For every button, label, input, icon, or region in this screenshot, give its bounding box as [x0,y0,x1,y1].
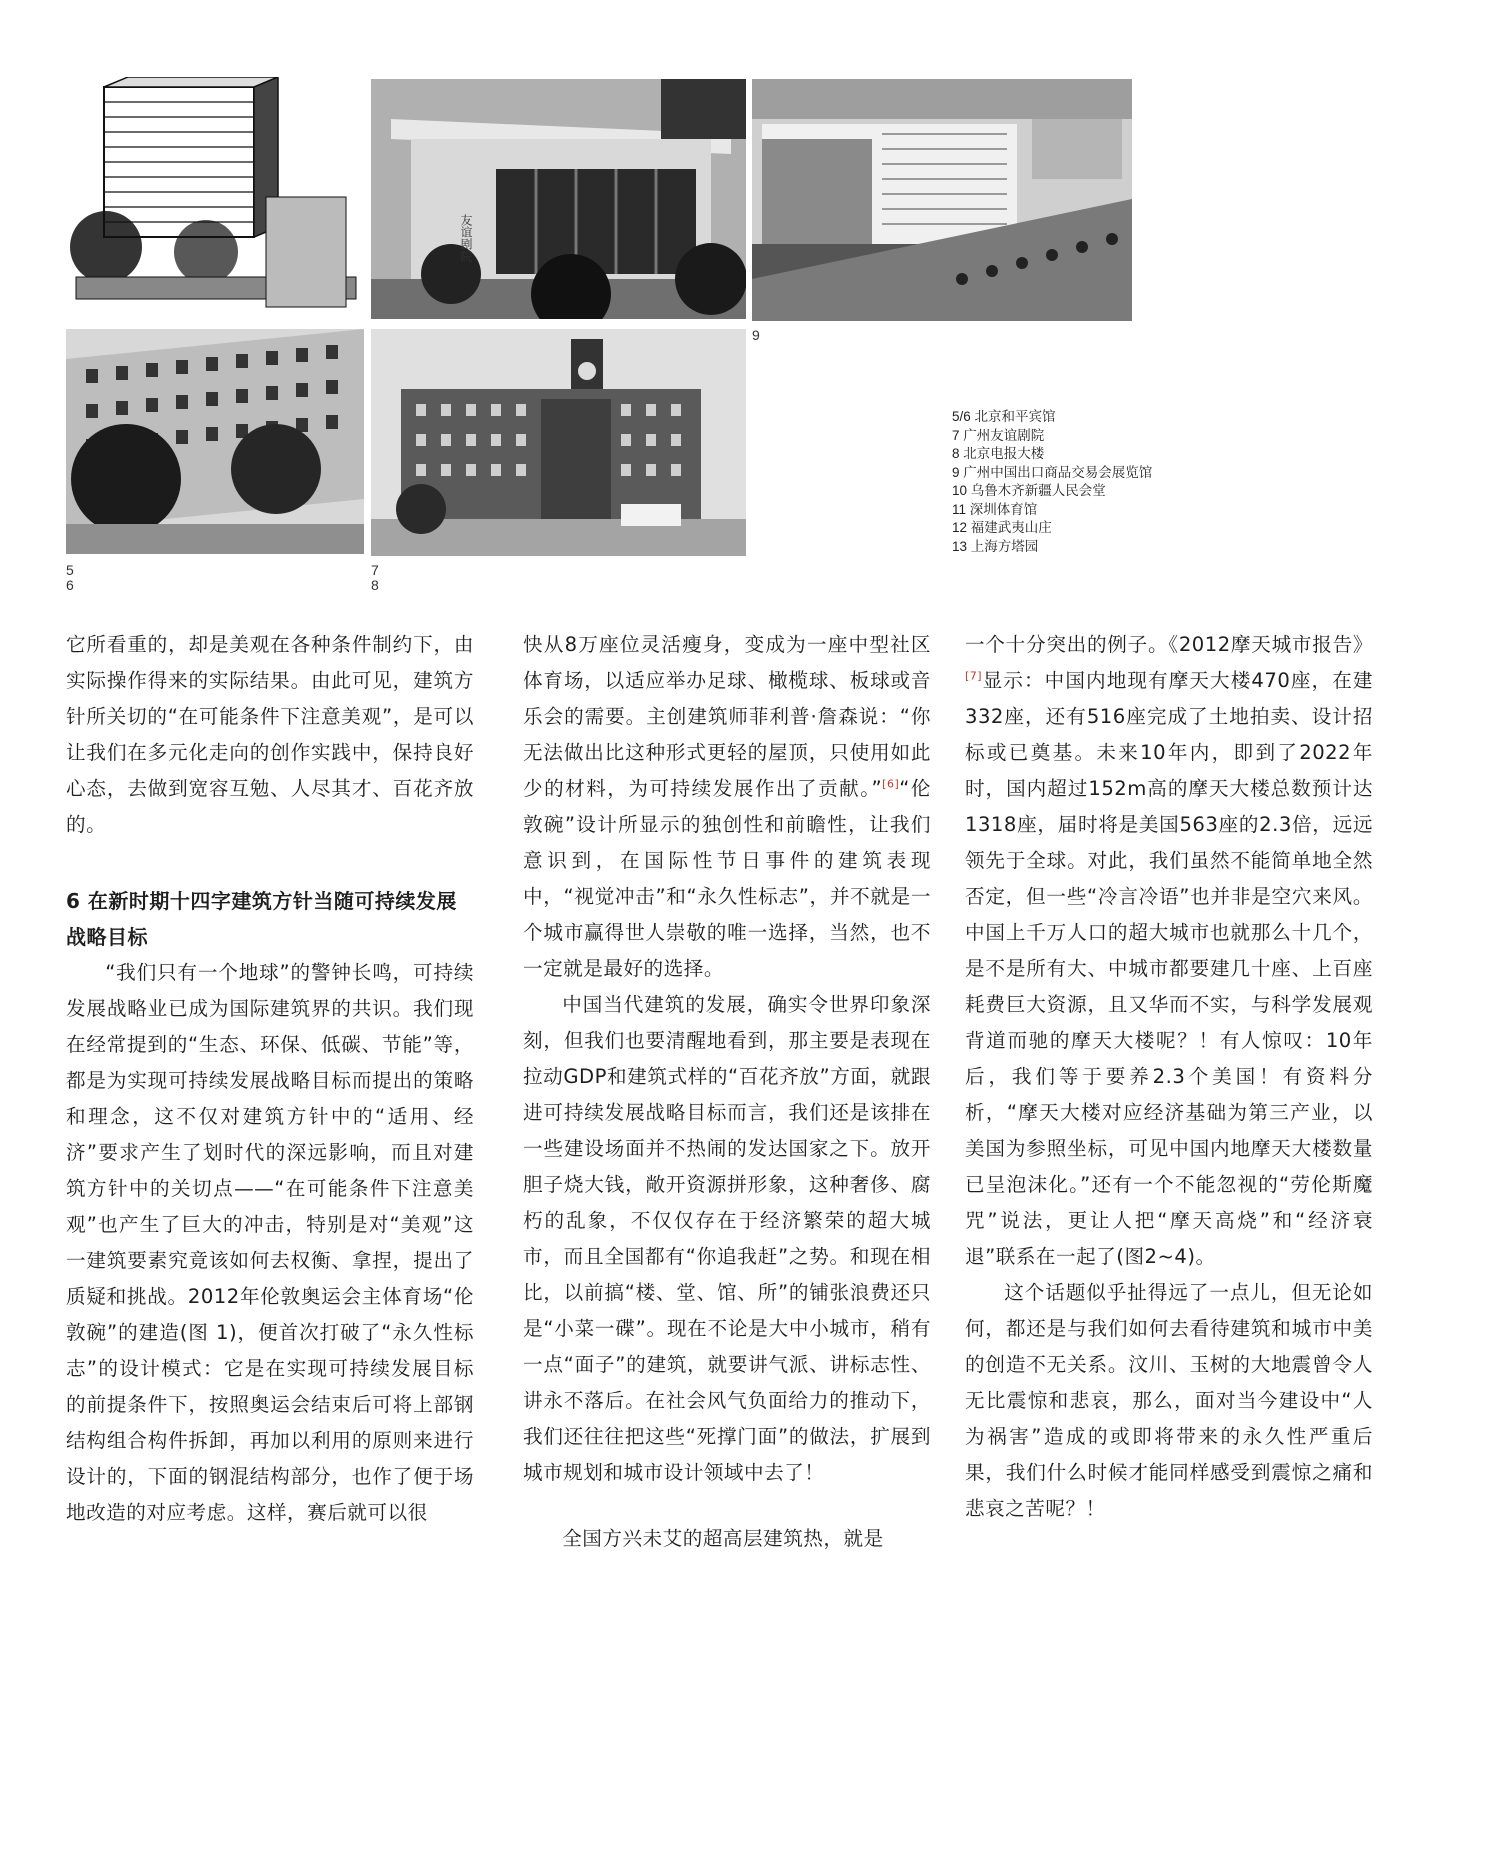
text-column-1 [66,627,474,1531]
caption-item: 8 北京电报大楼 [952,446,1045,461]
paragraph: 全国方兴未艾的超高层建筑热，就是 [562,1527,884,1550]
paragraph [965,627,1373,1275]
figure-9-exhibition-hall-photo [752,79,1132,321]
paragraph: “我们只有一个地球”的警钟长鸣，可持续发展战略业已成为国际建筑界的共识。我们现在经常提到的“生态、环保、低碳、节能”等，都是为实现可持续发展战略目标而提出的策略和理念，这不仅对建筑方针中的“适用、经济”要求产生了划时代的深远影响，而且对建筑方针中的关切点——“在可能条件下注意美观”也产生了巨大的冲击，特别是对“美观”这一建筑要素究竟该如何去权衡、拿捏，提出了质疑和挑战。2012年伦敦奥运会主体育场“伦敦碗”的建造(图 1)，便首次打破了“永久性标志”的设计模式：它是在实现可持续发展目标的前提条件下，按照奥运会结束后可将上部钢结构组合构件拆卸，再加以利用的原则来进行设计的，下面的钢混结构部分，也作了便于场地改造的对应考虑。这样，赛后就可以很 [66,961,474,1524]
caption-item: 11 深圳体育馆 [952,501,1038,517]
reference-7[interactable]: [7] [965,669,983,683]
caption-item: 10 乌鲁木齐新疆人民会堂 [952,483,1106,498]
figure-6-hotel-photo [66,329,364,554]
caption-item: 9 广州中国出口商品交易会展览馆 [952,464,1153,480]
paragraph: 这个话题似乎扯得远了一点儿，但无论如何，都还是与我们如何去看待建筑和城市中美的创造不无关系。汶川、玉树的大地震曾令人无比震惊和悲哀，那么，面对当今建设中“人为祸害”造成的或即将带来的永久性严重后果，我们什么时候才能同样感受到震惊之痛和悲哀之苦呢？！ [965,1281,1373,1520]
text-column-2 [523,627,931,1557]
figure-5-hotel-drawing [66,77,362,315]
caption-item: 12 福建武夷山庄 [952,520,1052,535]
paragraph: 它所看重的，却是美观在各种条件制约下，由实际操作得来的实际结果。由此可见，建筑方针所关切的“在可能条件下注意美观”，是可以让我们在多元化走向的创作实践中，保持良好心态，去做到宽容互勉、人尽其才、百花齐放的。 [66,633,474,836]
paragraph-text: 显示：中国内地现有摩天大楼470座，在建332座，还有516座完成了土地拍卖、设计招标或已奠基。未来10年内，即到了2022年时，国内超过152m高的摩天大楼总数预计达1318座，届时将是美国563座的2.3倍，远远领先于全球。对此，我们虽然不能简单地全然否定，但一些“冷言冷语”也并非是空穴来风。中国上千万人口的超大城市也就那么十几个，是不是所有大、中城市都要建几十座、上百座耗费巨大资源，且又华而不实，与科学发展观背道而驰的摩天大楼呢？！有人惊叹：10年后，我们等于要养2.3个美国！有资料分析，“摩天大楼对应经济基础为第三产业，以美国为参照坐标，可见中国内地摩天大楼数量已呈泡沫化。”还有一个不能忽视的“劳伦斯魔咒”说法，更让人把“摩天高烧”和“经济衰退”联系在一起了(图2~4)。 [965,669,1373,1268]
figure-7-theatre-photo [371,79,746,319]
caption-item: 13 上海方塔园 [952,538,1039,554]
section-heading: 6 在新时期十四字建筑方针当随可持续发展战略目标 [66,889,457,949]
figure-captions [952,408,1232,556]
text-column-3 [965,627,1373,1527]
reference-6[interactable]: [6] [882,777,900,791]
caption-item: 5/6 北京和平宾馆 [952,409,1056,424]
figure-8-telegraph-building-photo [371,329,746,556]
paragraph-text: 快从8万座位灵活瘦身，变成为一座中型社区体育场，以适应举办足球、橄榄球、板球或音乐会的需要。主创建筑师菲利普·詹森说：“你无法做出比这种形式更轻的屋顶，只使用如此少的材料，为可持续发展作出了贡献。” [523,633,931,800]
paragraph-text: “伦敦碗”设计所显示的独创性和前瞻性，让我们意识到，在国际性节日事件的建筑表现中，“视觉冲击”和“永久性标志”，并不就是一个城市赢得世人崇敬的唯一选择，当然，也不一定就是最好的选择。 [523,777,931,980]
paragraph: 中国当代建筑的发展，确实令世界印象深刻，但我们也要清醒地看到，那主要是表现在拉动GDP和建筑式样的“百花齐放”方面，就跟进可持续发展战略目标而言，我们还是该排在一些建设场面并不热闹的发达国家之下。放开胆子烧大钱，敞开资源拼形象，这种奢侈、腐朽的乱象，不仅仅存在于经济繁荣的超大城市，而且全国都有“你追我赶”之势。和现在相比，以前搞“楼、堂、馆、所”的铺张浪费还只是“小菜一碟”。现在不论是大中小城市，稍有一点“面子”的建筑，就要讲气派、讲标志性、讲永不落后。在社会风气负面给力的推动下，我们还往往把这些“死撑门面”的做法，扩展到城市规划和城市设计领域中去了！ [523,993,931,1484]
figure-number-7-8: 7 8 [371,562,379,593]
theatre-sign-text: 友谊剧院 [459,214,473,262]
paragraph [523,627,931,987]
caption-item: 7 广州友谊剧院 [952,427,1045,443]
figure-number-9: 9 [752,327,760,343]
paragraph-text: 一个十分突出的例子。《2012摩天城市报告》 [965,633,1373,656]
figure-number-5-6: 5 6 [66,562,74,593]
